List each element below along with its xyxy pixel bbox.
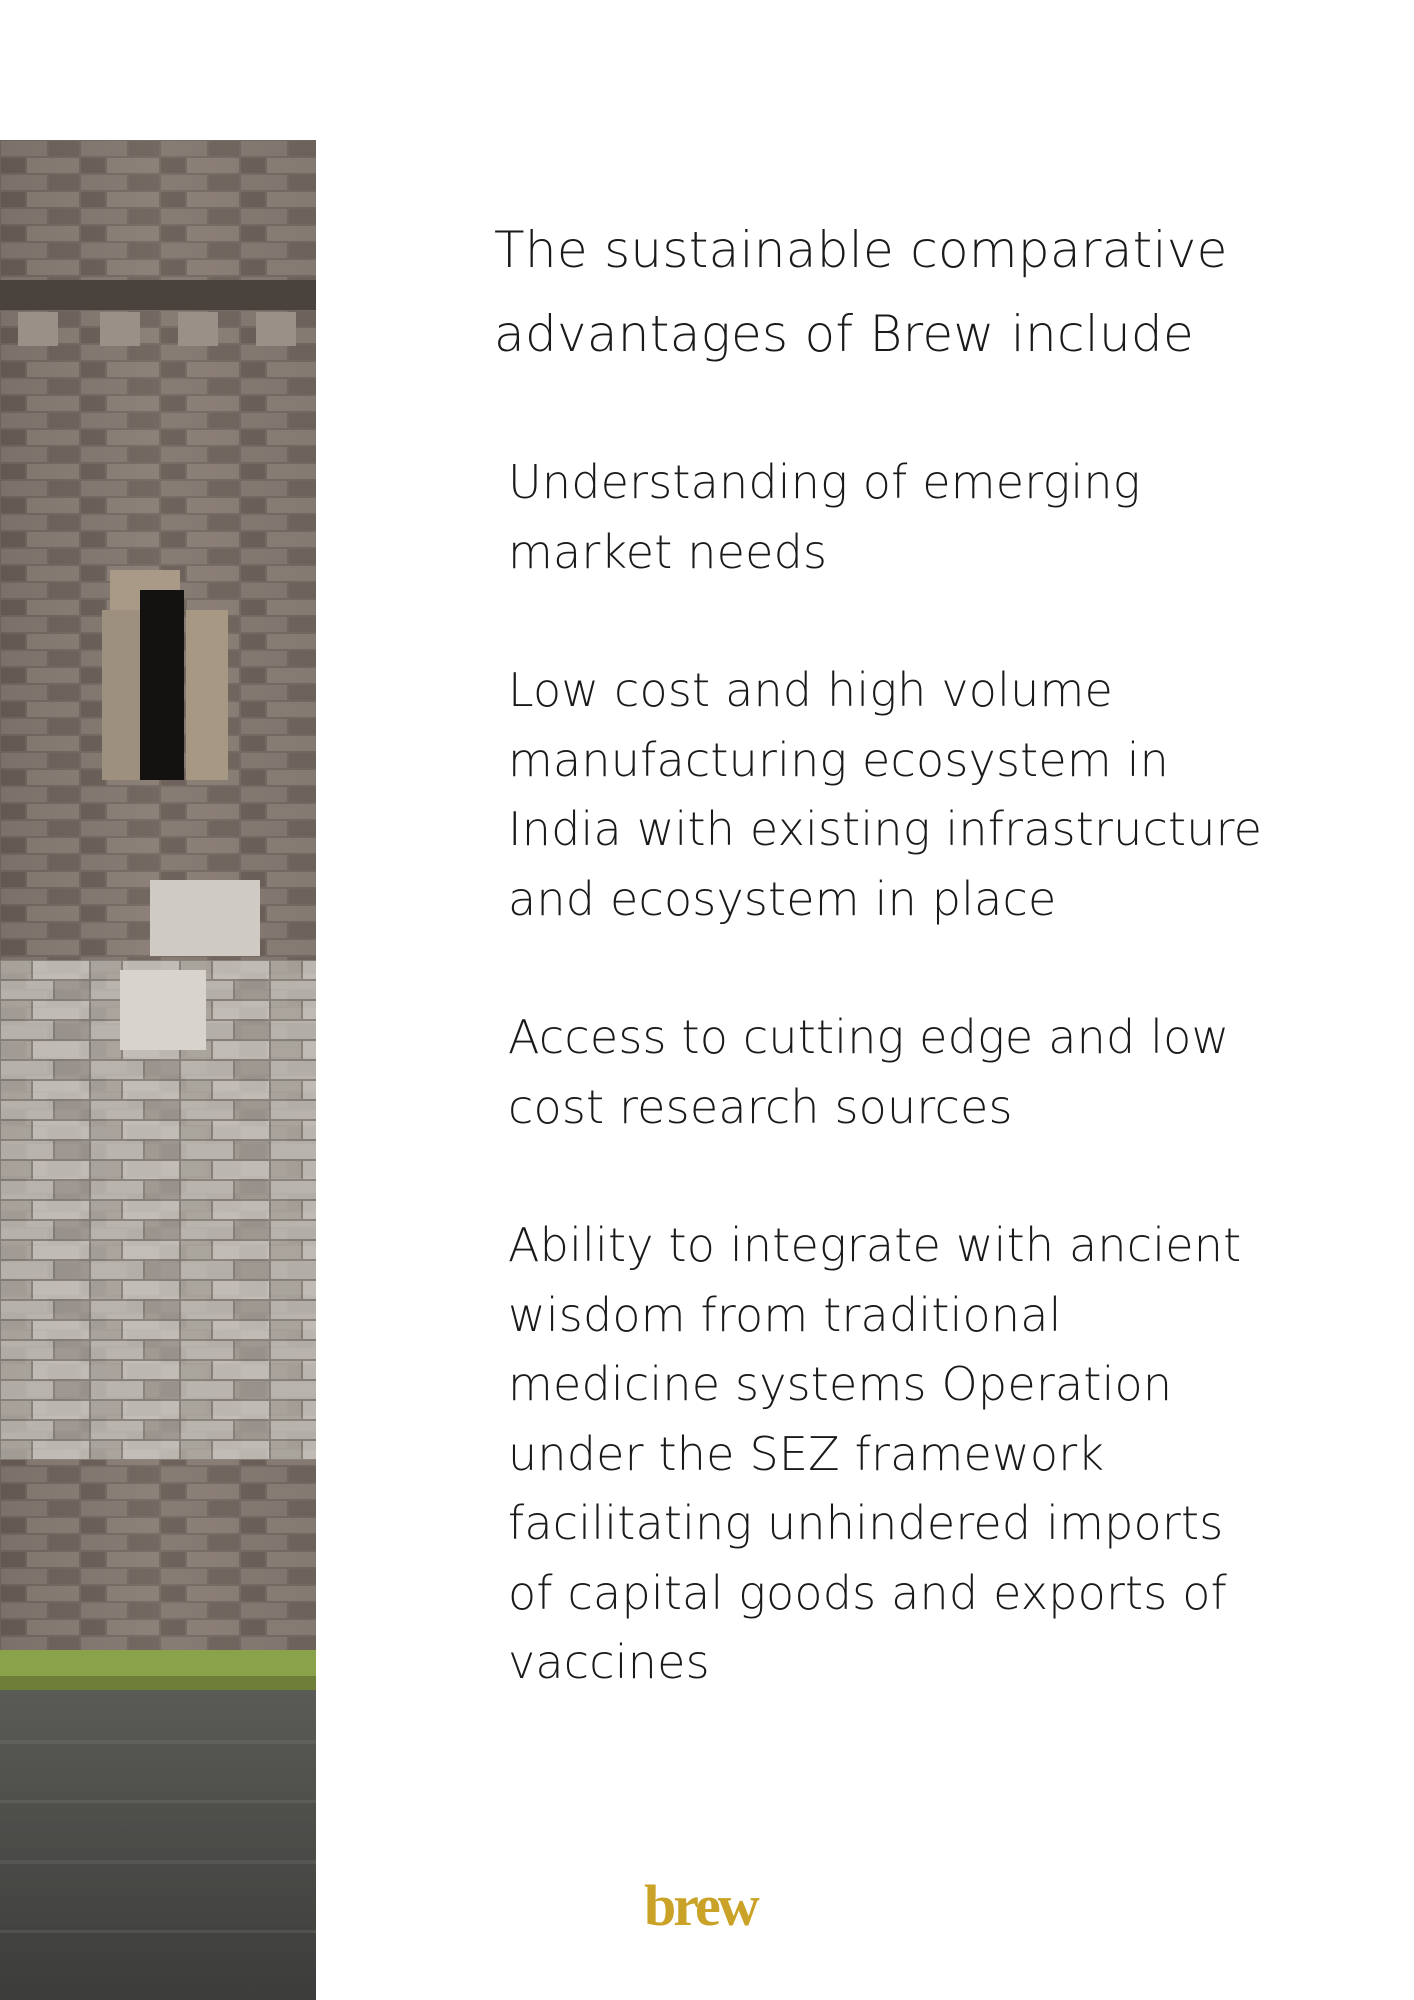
brew-logo-text: brew — [644, 1873, 757, 1938]
heading-line-2: advantages of Brew include — [494, 305, 1195, 363]
stone-wall-illustration — [0, 140, 316, 2000]
advantage-item-market-needs: Understanding of emerging market needs — [508, 455, 1141, 579]
advantage-item-traditional-medicine: Ability to integrate with ancient wisdom from traditional medicine systems Operation under the SEZ framework facilitating unhindered imports of capital goods and exports of vaccines — [508, 1218, 1242, 1689]
heading-line-1: The sustainable comparative — [494, 221, 1228, 279]
advantage-item-research: Access to cutting edge and low cost research sources — [508, 1010, 1230, 1134]
advantages-list — [508, 448, 1338, 1767]
page-heading — [494, 208, 1314, 376]
stone-wall-photo — [0, 140, 316, 2000]
advantage-item-manufacturing: Low cost and high volume manufacturing ecosystem in India with existing infrastructure and ecosystem in place — [508, 663, 1263, 926]
brew-logo — [644, 1873, 764, 1938]
